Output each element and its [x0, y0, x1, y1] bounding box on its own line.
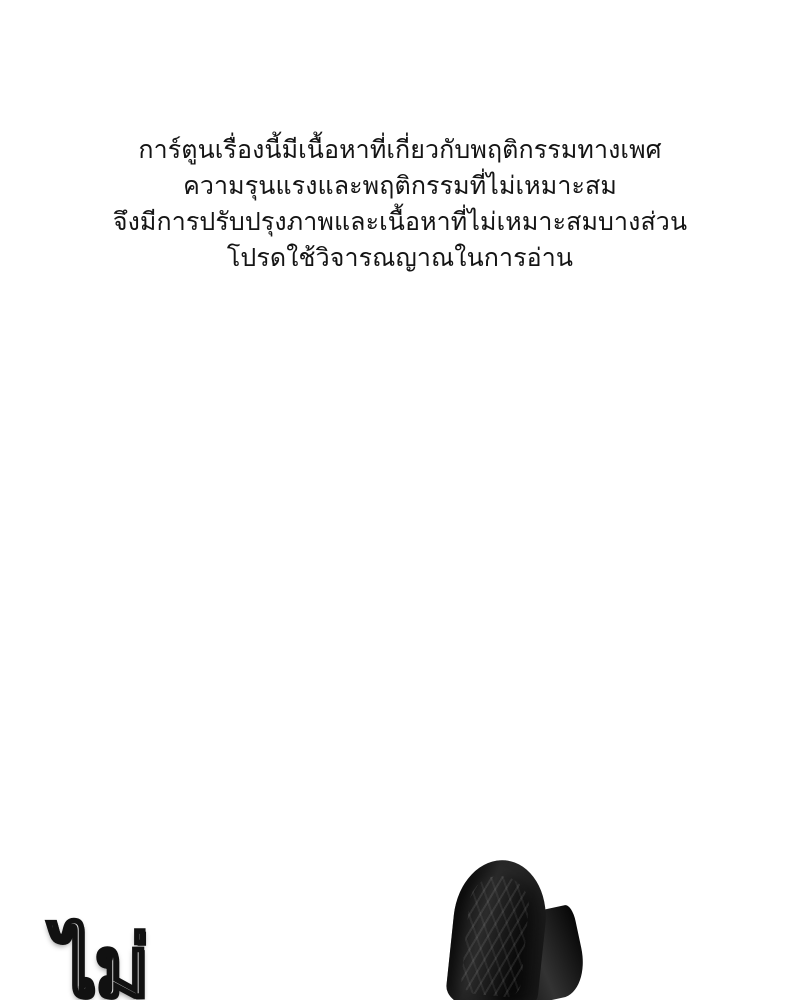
snake-body-shape [444, 860, 551, 1000]
notice-line-2: ความรุนแรงและพฤติกรรมที่ไม่เหมาะสม [183, 171, 617, 200]
content-warning-notice [0, 132, 800, 276]
title-logo-text: ไม่ [54, 917, 148, 1000]
notice-line-1: การ์ตูนเรื่องนี้มีเนื้อหาที่เกี่ยวกับพฤติกรรมทางเพศ [138, 135, 662, 164]
notice-line-3: จึงมีการปรับปรุงภาพและเนื้อหาที่ไม่เหมาะสมบางส่วน [112, 207, 688, 236]
title-logo [54, 917, 384, 1000]
notice-line-4: โปรดใช้วิจารณญาณในการอ่าน [226, 243, 574, 272]
chapter-title-artwork [0, 860, 800, 1000]
